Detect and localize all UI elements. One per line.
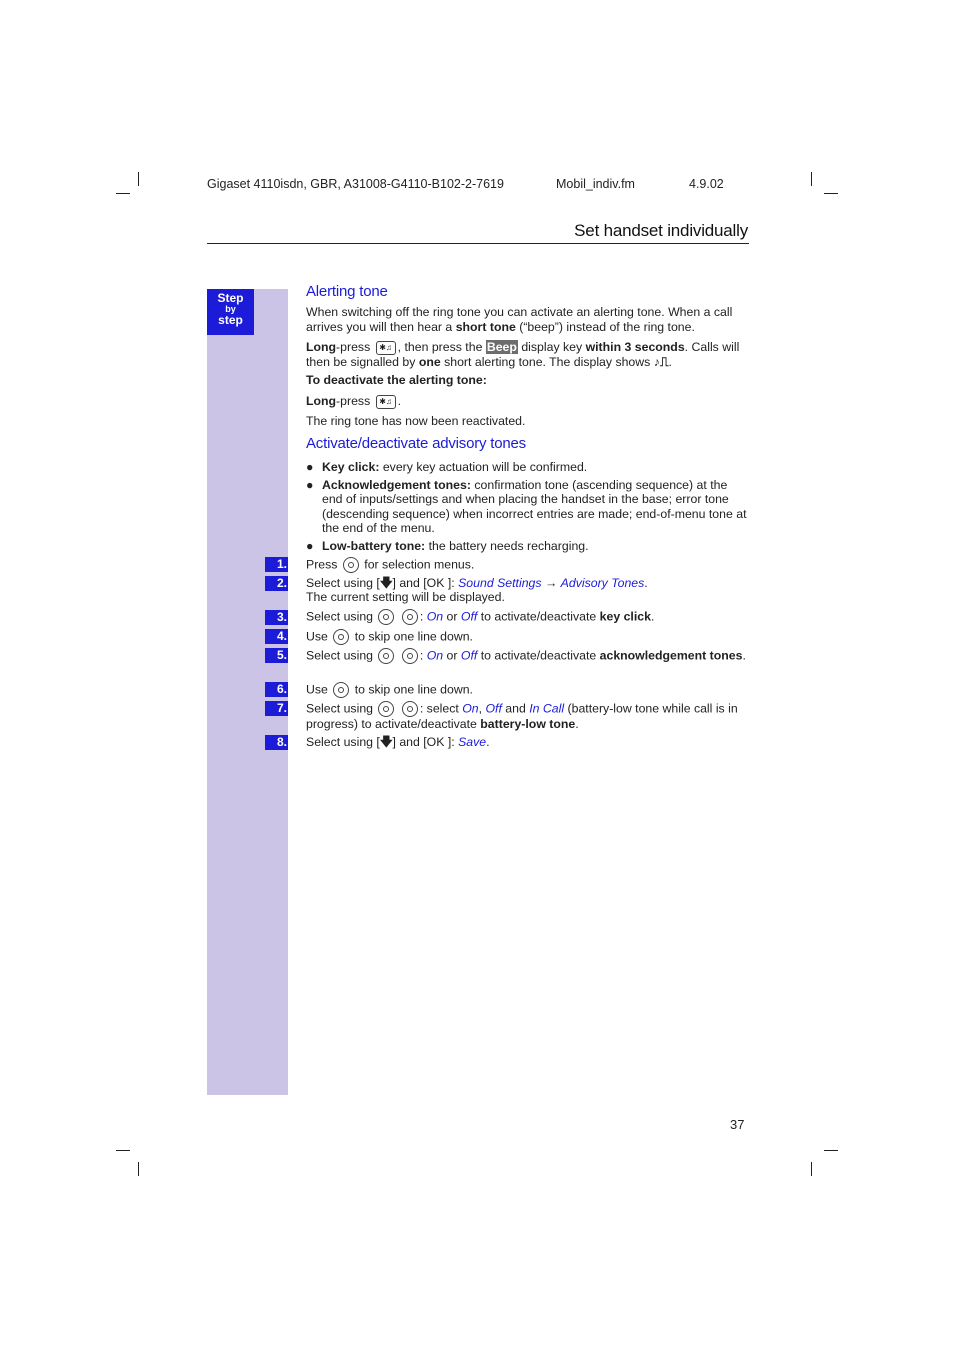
step-text: Select using : On or Off to activate/deactivate key click. xyxy=(306,609,655,624)
list-item: ● Low-battery tone: the battery needs recharging. xyxy=(306,539,589,553)
crop-mark xyxy=(811,1162,812,1176)
crop-mark xyxy=(811,172,812,186)
down-arrow-icon: 🡇 xyxy=(379,576,393,590)
doc-date: 4.9.02 xyxy=(689,177,724,191)
step-text: Select using : On or Off to activate/deactivate acknowledgement tones. xyxy=(306,648,746,663)
nav-key-icon xyxy=(378,609,394,625)
paragraph: Long-press ✱♫ , then press the Beep display key within 3 seconds. Calls will then be signalled by one short alerting tone. The display shows ♪⎍. xyxy=(306,340,740,369)
file-name: Mobil_indiv.fm xyxy=(556,177,635,191)
bullet-icon: ● xyxy=(306,539,314,553)
by-label: by xyxy=(225,303,236,314)
nav-key-icon xyxy=(402,648,418,664)
nav-key-icon xyxy=(378,701,394,717)
step-text: Press for selection menus. xyxy=(306,557,475,572)
paragraph: Long-press ✱♫ . xyxy=(306,393,402,408)
list-item: ● Key click: every key actuation will be confirmed. xyxy=(306,460,588,474)
star-key-icon: ✱♫ xyxy=(376,341,396,355)
step-label: step xyxy=(218,313,243,328)
advisory-section xyxy=(306,437,748,451)
menu-sound-settings: Sound Settings xyxy=(458,576,542,590)
down-arrow-icon: 🡇 xyxy=(379,735,393,749)
page-number: 37 xyxy=(730,1117,745,1132)
nav-key-icon xyxy=(402,609,418,625)
step-by-step-badge xyxy=(207,289,254,335)
star-key-icon: ✱♫ xyxy=(376,395,396,409)
title-rule xyxy=(207,243,749,244)
step-number: 7. xyxy=(265,701,288,716)
section-heading: Alerting tone xyxy=(306,283,388,300)
step-number: 6. xyxy=(265,682,288,697)
bullet-icon: ● xyxy=(306,460,314,474)
step-text: Use to skip one line down. xyxy=(306,629,473,644)
crop-mark xyxy=(116,1150,130,1151)
nav-key-icon xyxy=(333,629,349,645)
subheading: To deactivate the alerting tone: xyxy=(306,373,487,388)
paragraph: The ring tone has now been reactivated. xyxy=(306,413,526,428)
step-number: 5. xyxy=(265,648,288,663)
menu-advisory-tones: Advisory Tones xyxy=(560,576,645,590)
nav-key-icon xyxy=(333,682,349,698)
step-number: 4. xyxy=(265,629,288,644)
page-title: Set handset individually xyxy=(574,221,748,240)
paragraph: When switching off the ring tone you can activate an alerting tone. When a call arrives you will then hear a short tone (“beep”) instead of the ring tone. xyxy=(306,305,733,334)
doc-id: Gigaset 4110isdn, GBR, A31008-G4110-B102-2-7619 xyxy=(207,177,504,191)
step-number: 1. xyxy=(265,557,288,572)
list-item: ● Acknowledgement tones: confirmation tone (ascending sequence) at the end of inputs/settings and when placing the handset in the base; error tone (descending sequence) when incorrect entries are made; end-of-menu tone at the end of the menu. xyxy=(306,478,747,536)
alert-symbol-icon: ♪⎍ xyxy=(653,354,669,369)
section-heading: Activate/deactivate advisory tones xyxy=(306,435,526,452)
step-text: Select using [🡇] and [OK ]: Save. xyxy=(306,735,490,749)
step-number: 8. xyxy=(265,735,288,750)
nav-key-icon xyxy=(378,648,394,664)
crop-mark xyxy=(824,193,838,194)
step-label: Step xyxy=(217,291,244,305)
beep-display-key: Beep xyxy=(486,340,517,355)
nav-key-icon xyxy=(402,701,418,717)
step-text: Select using : select On, Off and In Call (battery-low tone while call is in progress) to activate/deactivate battery-low tone. xyxy=(306,701,738,731)
menu-save: Save xyxy=(458,735,487,749)
step-text: Use to skip one line down. xyxy=(306,682,473,697)
crop-mark xyxy=(116,193,130,194)
step-number: 2. xyxy=(265,576,288,591)
crop-mark xyxy=(824,1150,838,1151)
step-number: 3. xyxy=(265,610,288,625)
step-text: Select using [🡇] and [OK ]: Sound Settings → Advisory Tones. The current setting will be displayed. xyxy=(306,576,648,605)
crop-mark xyxy=(138,1162,139,1176)
alerting-section xyxy=(306,285,748,428)
nav-key-icon xyxy=(343,557,359,573)
crop-mark xyxy=(138,172,139,186)
bullet-icon: ● xyxy=(306,478,314,492)
